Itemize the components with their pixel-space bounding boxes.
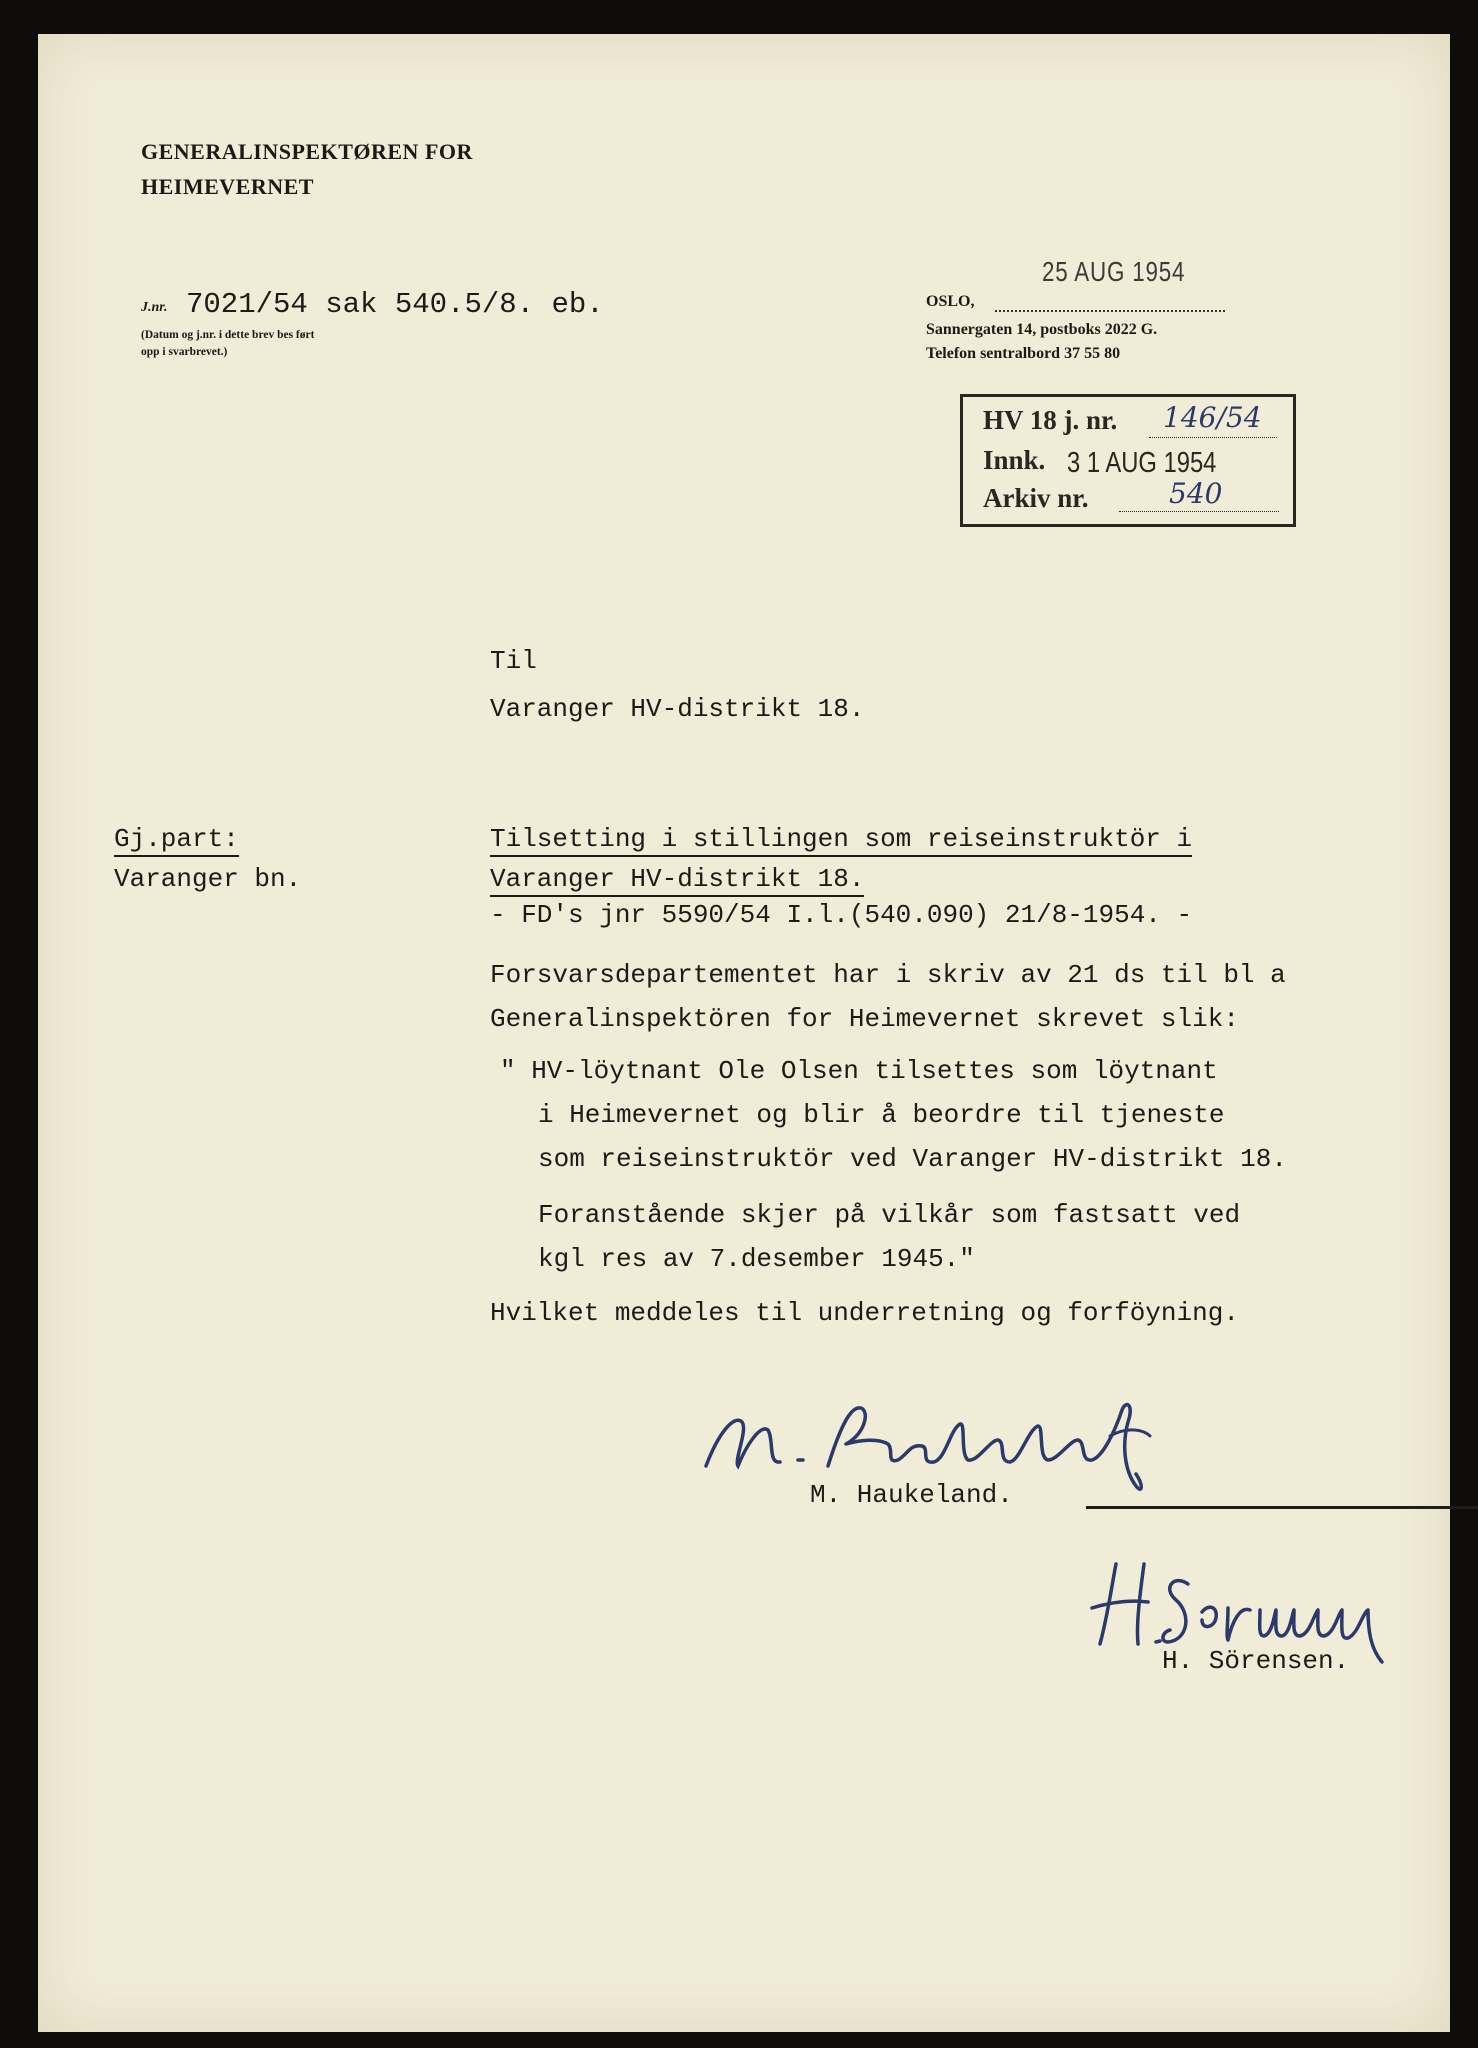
letter-page [38,34,1450,2032]
stamp-received-label: Innk. [983,445,1046,475]
quote-line-2: i Heimevernet og blir å beordre til tjeneste [538,1100,1225,1130]
signature-name-1: M. Haukeland. [810,1480,1013,1510]
signature-divider [1086,1506,1478,1509]
jnr-note-line-2: opp i svarbrevet.) [141,346,228,358]
quote-line-1: " HV-löytnant Ole Olsen tilsettes som löytnant [500,1056,1218,1086]
subject-reference: - FD's jnr 5590/54 I.l.(540.090) 21/8-1954. - [490,900,1193,930]
signature-name-2: H. Sörensen. [1162,1646,1350,1676]
stamp-archive-label: Arkiv nr. [983,483,1089,513]
jnr-label: J.nr. [141,300,168,315]
date-dotted-line [995,310,1225,312]
city-label: OSLO, [926,293,975,310]
subject-line-1-text: Tilsetting i stillingen som reiseinstruktör i [490,824,1192,857]
body-closing: Hvilket meddeles til underretning og forföyning. [490,1298,1239,1328]
address-line-2: Telefon sentralbord 37 55 80 [926,345,1121,362]
date-stamp: 25 AUG 1954 [1042,256,1186,287]
stamp-rule-1 [1149,437,1277,438]
letterhead-line-2: HEIMEVERNET [141,174,314,199]
jnr-note-line-1: (Datum og j.nr. i dette brev bes ført [141,329,315,341]
copy-label-text: Gj.part: [114,824,239,857]
stamp-archive-value: 540 [1169,477,1223,510]
quote-line-4: Foranstående skjer på vilkår som fastsatt ved [538,1200,1241,1230]
letterhead-line-1: GENERALINSPEKTØREN FOR [141,139,473,164]
to-label: Til [490,646,537,676]
stamp-archive-row [983,483,1089,514]
quote-line-3: som reiseinstruktör ved Varanger HV-distrikt 18. [538,1144,1287,1174]
copy-label [114,824,239,854]
body-intro-line-1: Forsvarsdepartementet har i skriv av 21 ds til bl a [490,960,1286,990]
subject-line-2-text: Varanger HV-distrikt 18. [490,864,864,897]
received-stamp [960,394,1296,527]
jnr-value: 7021/54 sak 540.5/8. eb. [186,288,604,321]
stamp-journal-value: 146/54 [1163,401,1262,434]
stamp-rule-3 [1119,511,1279,512]
stamp-journal-label: HV 18 j. nr. [983,405,1118,435]
subject-line-1 [490,824,1192,854]
quote-line-5: kgl res av 7.desember 1945." [538,1244,975,1274]
jnr-note [141,327,314,361]
body-intro-line-2: Generalinspektören for Heimevernet skrevet slik: [490,1004,1239,1034]
sender-address [926,318,1157,366]
stamp-received-value: 3 1 AUG 1954 [1067,447,1217,479]
address-line-1: Sannergaten 14, postboks 2022 G. [926,321,1158,338]
to-name: Varanger HV-distrikt 18. [490,694,865,724]
stamp-received-row [983,445,1045,476]
stamp-journal-row [983,405,1117,436]
subject-line-2 [490,864,864,894]
copy-recipient: Varanger bn. [114,864,302,894]
letterhead-org [141,134,473,204]
